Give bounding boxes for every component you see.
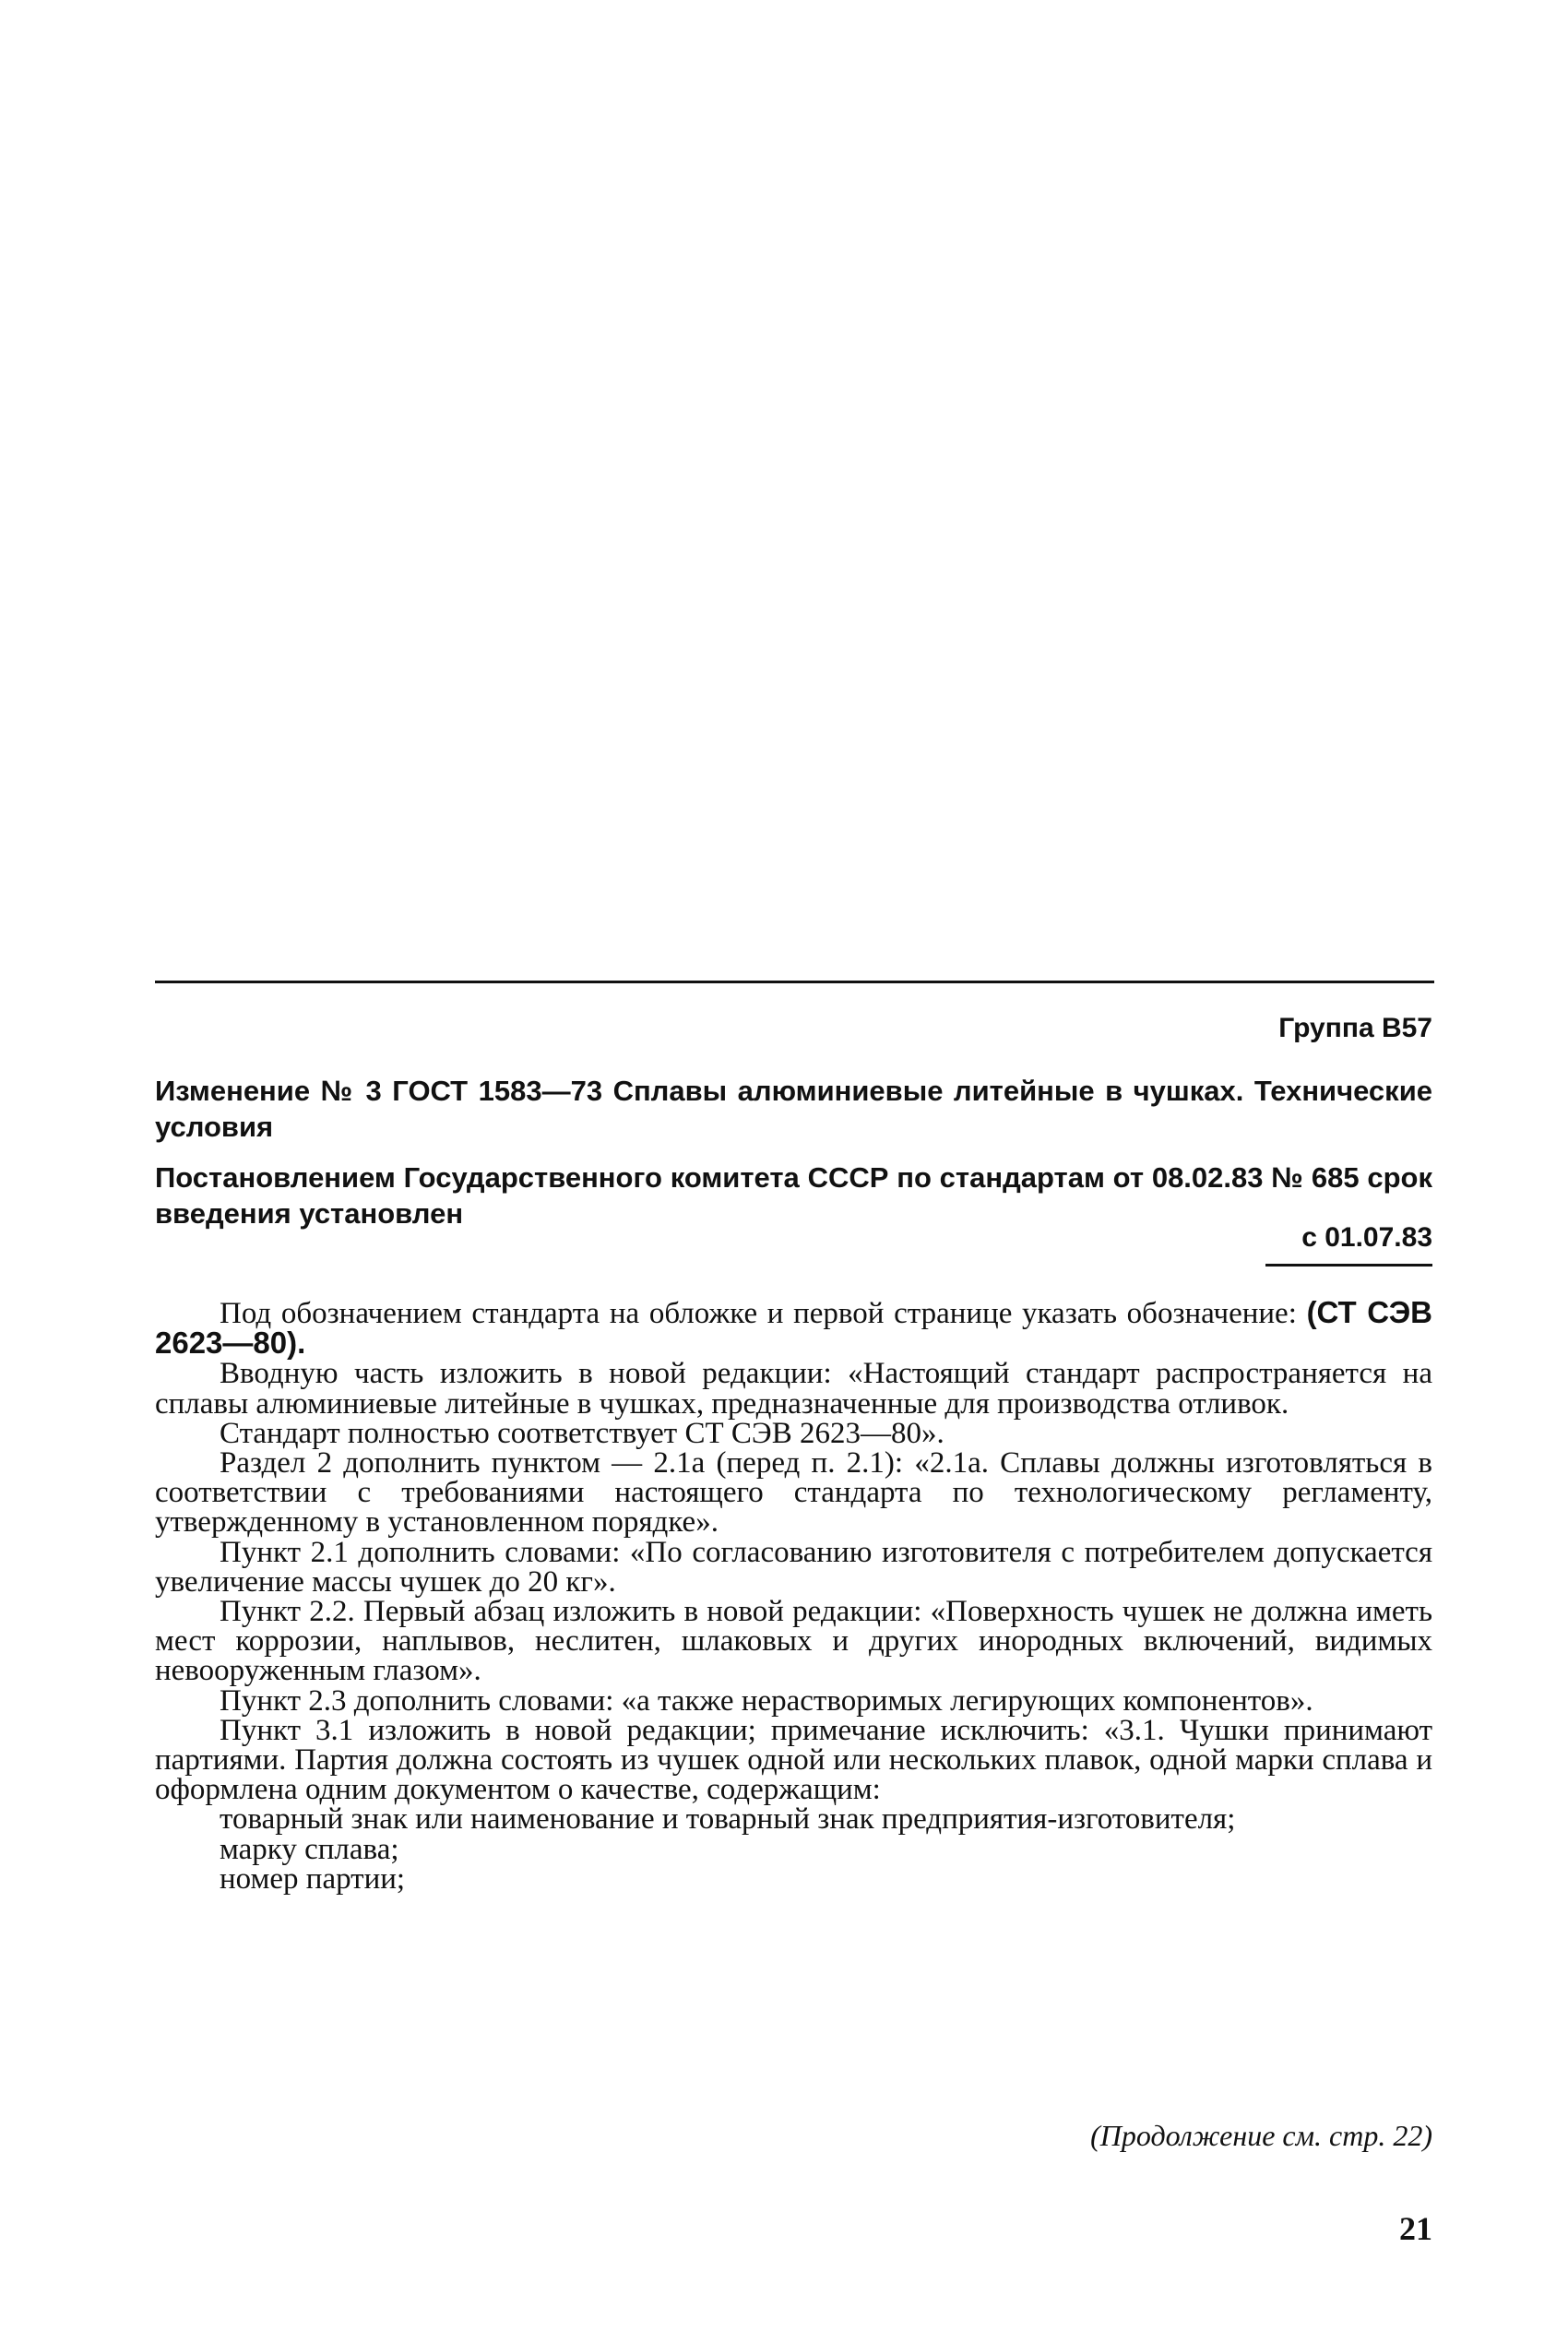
paragraph: Пункт 2.3 дополнить словами: «а также нерастворимых легирующих компонентов». [220,1683,1313,1718]
paragraph: номер партии; [220,1861,406,1896]
paragraph: Стандарт полностью соответствует СТ СЭВ 2623—80». [220,1416,944,1450]
group-label: Группа В57 [1278,1013,1432,1043]
document-title: Изменение № 3 ГОСТ 1583—73 Сплавы алюминиевые литейные в чушках. Технические условия [155,1075,1432,1143]
paragraph: Пункт 2.2. Первый абзац изложить в новой редакции: «Поверхность чушек не должна иметь мест коррозии, наплывов, неслитен, шлаковых и других инородных включений, видимых невооруженным глазом». [155,1595,1432,1688]
paragraph: товарный знак или наименование и товарный знак предприятия-изготовителя; [220,1802,1236,1837]
approval-statement: Постановлением Государственного комитета СССР по стандартам от 08.02.83 № 685 срок введения установлен [155,1161,1432,1230]
paragraph: Раздел 2 дополнить пунктом — 2.1а (перед п. 2.1): «2.1а. Сплавы должны изготовляться в соответствии с требованиями настоящего стандарта по технологическому регламенту, утвержденному в установленном порядке». [155,1446,1432,1540]
body-text [155,1295,1433,1896]
designation-bold: (СТ СЭВ 2623—80). [155,1295,1433,1361]
paragraph: Пункт 2.1 дополнить словами: «По согласованию изготовителя с потребителем допускается увеличение массы чушек до 20 кг». [155,1535,1432,1599]
paragraph: Под обозначением стандарта на обложке и первой странице указать обозначение: (СТ СЭВ 2623—80). [155,1295,1433,1361]
paragraph: Пункт 3.1 изложить в новой редакции; примечание исключить: «3.1. Чушки принимают партиями. Партия должна состоять из чушек одной или нескольких плавок, одной марки сплава и оформлена одним документом о качестве, содержащим: [155,1713,1432,1807]
paragraph: Вводную часть изложить в новой редакции: «Настоящий стандарт распространяется на сплавы алюминиевые литейные в чушках, предназначенные для производства отливок. [155,1357,1432,1421]
page-number: 21 [1399,2210,1432,2247]
paragraph: марку сплава; [220,1832,399,1866]
effective-date: с 01.07.83 [1301,1222,1432,1253]
continuation-note: (Продолжение см. стр. 22) [1090,2119,1432,2152]
top-rule [155,981,1434,983]
date-underline [1265,1264,1432,1267]
